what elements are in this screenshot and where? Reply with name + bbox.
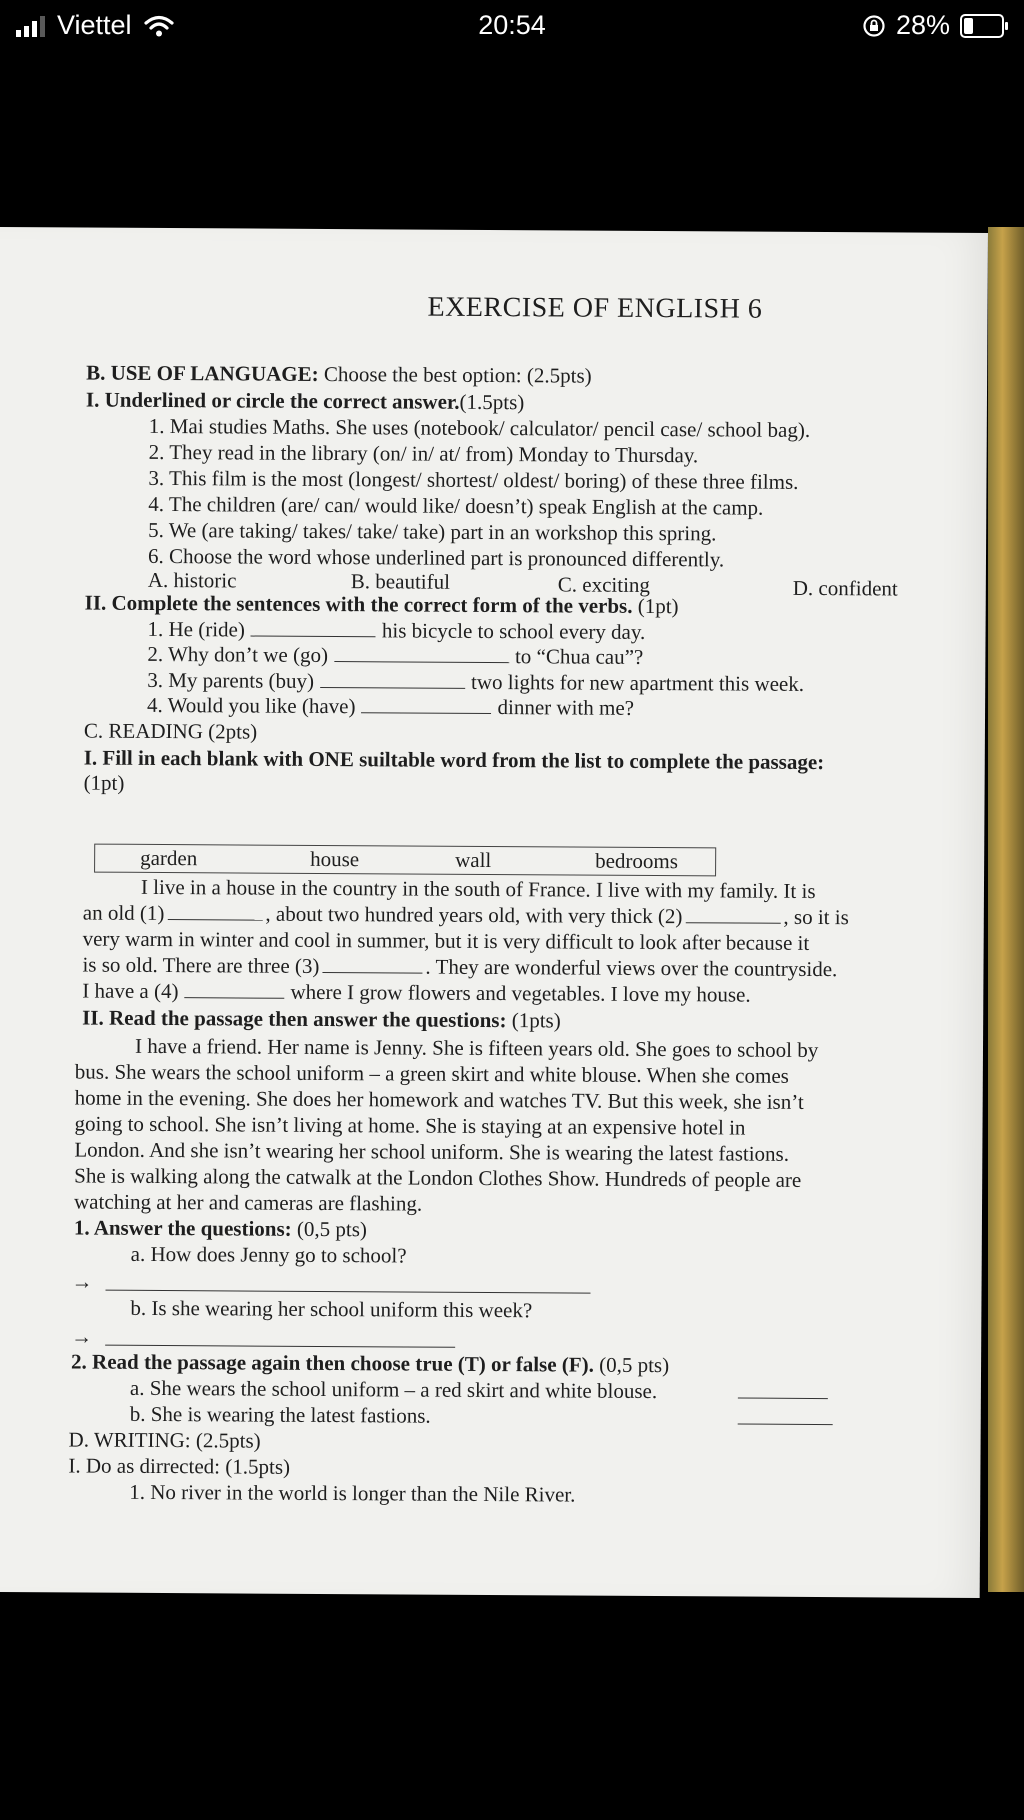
question-1: 1. Mai studies Maths. She uses (notebook/ calculator/ pencil case/ school bag). (148, 413, 811, 442)
part-2-heading: II. Complete the sentences with the correct form of the verbs. (1pt) (84, 590, 679, 619)
verb-1: 1. He (ride) his bicycle to school every day. (147, 616, 646, 644)
passage-2-line: watching at her and cameras are flashing. (73, 1189, 423, 1216)
section-c: C. READING (2pts) (83, 718, 258, 744)
passage-2-line: I have a friend. Her name is Jenny. She is fifteen years old. She goes to school by (134, 1033, 819, 1063)
question-2: 2. They read in the library (on/ in/ at/ from) Monday to Thursday. (148, 439, 699, 468)
passage-1-line: very warm in winter and cool in summer, but it is very difficult to look after because it (82, 926, 810, 955)
passage-2-line: going to school. She isn’t living at home. She is staying at an expensive hotel in (74, 1111, 746, 1140)
true-false-heading: 2. Read the passage again then choose true (T) or false (F). (0,5 pts) (70, 1349, 670, 1378)
status-bar (0, 0, 1024, 52)
passage-2-line: home in the evening. She does her homework and watches TV. But this week, she isn’t (74, 1085, 804, 1114)
question-3: 3. This film is the most (longest/ shortest/ oldest/ boring) of these three films. (148, 465, 799, 494)
passage-2-line: She is walking along the catwalk at the London Clothes Show. Hundreds of people are (74, 1163, 802, 1192)
word-option: bedrooms (595, 848, 679, 874)
verb-2: 2. Why don’t we (go) to “Chua cau”? (147, 641, 644, 669)
passage-1-line: an old (1) , about two hundred years old, with very thick (2) , so it is (82, 900, 849, 930)
passage-2-line: bus. She wears the school uniform – a green skirt and white blouse. When she comes (74, 1059, 789, 1088)
answer-questions-heading: 1. Answer the questions: (0,5 pts) (73, 1215, 368, 1242)
option-d: D. confident (792, 575, 898, 601)
section-d: D. WRITING: (2.5pts) (68, 1427, 261, 1453)
question-b: b. Is she wearing her school uniform this week? (130, 1295, 533, 1323)
arrow-icon: → (71, 1269, 93, 1294)
word-option: garden (140, 845, 198, 871)
statement-a: a. She wears the school uniform – a red skirt and white blouse. (129, 1375, 658, 1404)
word-list-box (94, 844, 716, 877)
option-b: B. beautiful (350, 569, 451, 594)
clock: 20:54 (478, 10, 546, 40)
worksheet-photo (0, 227, 988, 1598)
worksheet-title: EXERCISE OF ENGLISH 6 (427, 291, 763, 325)
answer-line (738, 1398, 828, 1400)
carrier-name: Viettel (57, 10, 132, 40)
table-edge (988, 227, 1024, 1592)
reading-1-heading: I. Fill in each blank with ONE suiltable word from the list to complete the passage: (83, 745, 825, 775)
answer-line (738, 1424, 833, 1426)
question-5: 5. We (are taking/ takes/ take/ take) part in an workshop this spring. (148, 517, 717, 546)
section-b: B. USE OF LANGUAGE: Choose the best option: (2.5pts) (86, 360, 592, 388)
rotation-lock-icon (862, 14, 886, 38)
question-6: 6. Choose the word whose underlined part is pronounced differently. (147, 543, 725, 572)
word-option: wall (455, 847, 492, 873)
option-a: A. historic (147, 567, 237, 593)
passage-1-line: is so old. There are three (3) . They are wonderful views over the countryside. (82, 952, 838, 982)
battery-percent: 28% (895, 10, 950, 40)
word-option: house (310, 846, 360, 872)
passage-1-line: I have a (4) where I grow flowers and vegetables. I love my house. (82, 978, 751, 1007)
answer-line (105, 1345, 455, 1348)
passage-1-line: I live in a house in the country in the south of France. I live with my family. It is (140, 874, 816, 903)
do-as-directed-heading: I. Do as dirrected: (1.5pts) (68, 1453, 291, 1479)
arrow-icon: → (71, 1324, 93, 1349)
writing-1: 1. No river in the world is longer than the Nile River. (129, 1479, 576, 1507)
question-4: 4. The children (are/ can/ would like/ doesn’t) speak English at the camp. (148, 491, 764, 520)
part-1-heading: I. Underlined or circle the correct answer.(1.5pts) (85, 387, 525, 415)
option-c: C. exciting (557, 572, 651, 597)
battery-icon (960, 14, 1004, 38)
passage-2-line: London. And she isn’t wearing her school uniform. She is wearing the latest fastions. (74, 1137, 790, 1166)
answer-line (106, 1290, 591, 1294)
statement-b: b. She is wearing the latest fastions. (129, 1401, 431, 1428)
verb-4: 4. Would you like (have) dinner with me? (147, 692, 635, 720)
question-a: a. How does Jenny go to school? (130, 1241, 407, 1268)
reading-1-points: (1pt) (83, 770, 125, 795)
reading-2-heading: II. Read the passage then answer the questions: (1pts) (82, 1005, 561, 1033)
verb-3: 3. My parents (buy) two lights for new apartment this week. (147, 667, 805, 696)
